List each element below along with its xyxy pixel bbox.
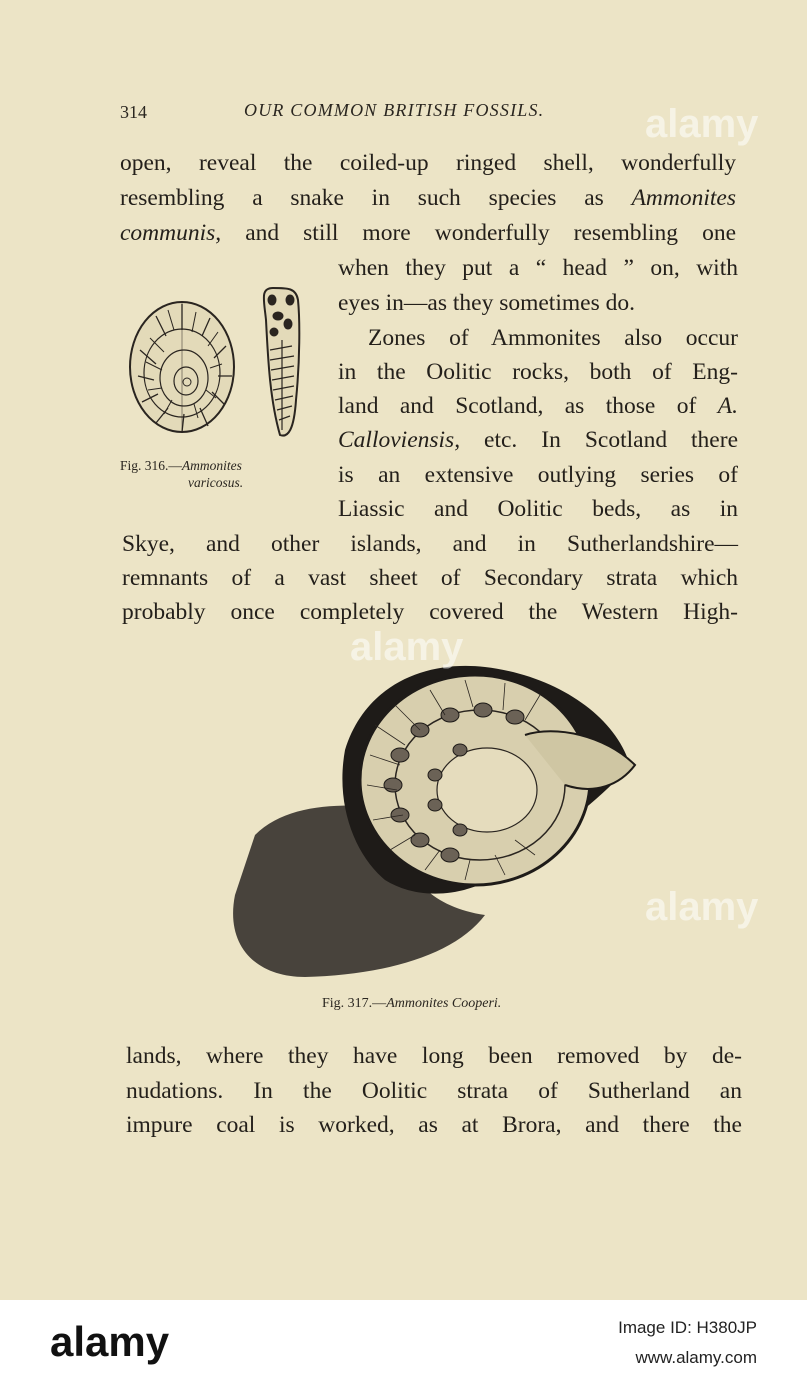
text-line: Liassic and Oolitic beds, as in — [338, 496, 738, 522]
text-line: is an extensive outlying series of — [338, 462, 738, 488]
figure-316-caption: Fig. 316.—Ammonites varicosus. — [120, 458, 244, 490]
text-line: resembling a snake in such species as Ammonites — [120, 185, 736, 211]
watermark: alamy — [645, 885, 759, 929]
text-line: in the Oolitic rocks, both of Eng- — [338, 359, 738, 385]
text-line: Calloviensis, etc. In Scotland there — [338, 427, 738, 453]
text-line: impure coal is worked, as at Brora, and there the — [126, 1112, 742, 1138]
site-url: www.alamy.com — [635, 1348, 757, 1367]
figure-317-caption: Fig. 317.—Ammonites Cooperi. — [322, 996, 502, 1011]
text-line: Skye, and other islands, and in Sutherlandshire— — [122, 531, 738, 557]
text-line: when they put a “ head ” on, with — [338, 255, 738, 281]
stock-footer — [0, 1300, 807, 1390]
text-line: communis, and still more wonderfully resembling one — [120, 220, 736, 246]
text-line: remnants of a vast sheet of Secondary strata which — [122, 565, 738, 591]
text-line: probably once completely covered the Western High- — [122, 599, 738, 625]
alamy-logo: alamy — [50, 1318, 170, 1365]
text-line: lands, where they have long been removed by de- — [126, 1043, 742, 1069]
image-id: Image ID: H380JP — [618, 1318, 757, 1337]
ammonites-cooperi-illustration — [225, 655, 645, 985]
text-line: land and Scotland, as those of A. — [338, 393, 738, 419]
page-number: 314 — [120, 102, 147, 122]
text-line: Zones of Ammonites also occur — [368, 325, 738, 351]
text-line: eyes in—as they sometimes do. — [338, 290, 635, 316]
watermark: alamy — [645, 102, 759, 146]
text-line: nudations. In the Oolitic strata of Sutherland an — [126, 1078, 742, 1104]
text-line: open, reveal the coiled-up ringed shell, wonderfully — [120, 150, 736, 176]
watermark: alamy — [350, 625, 464, 669]
running-title: OUR COMMON BRITISH FOSSILS. — [244, 100, 545, 120]
